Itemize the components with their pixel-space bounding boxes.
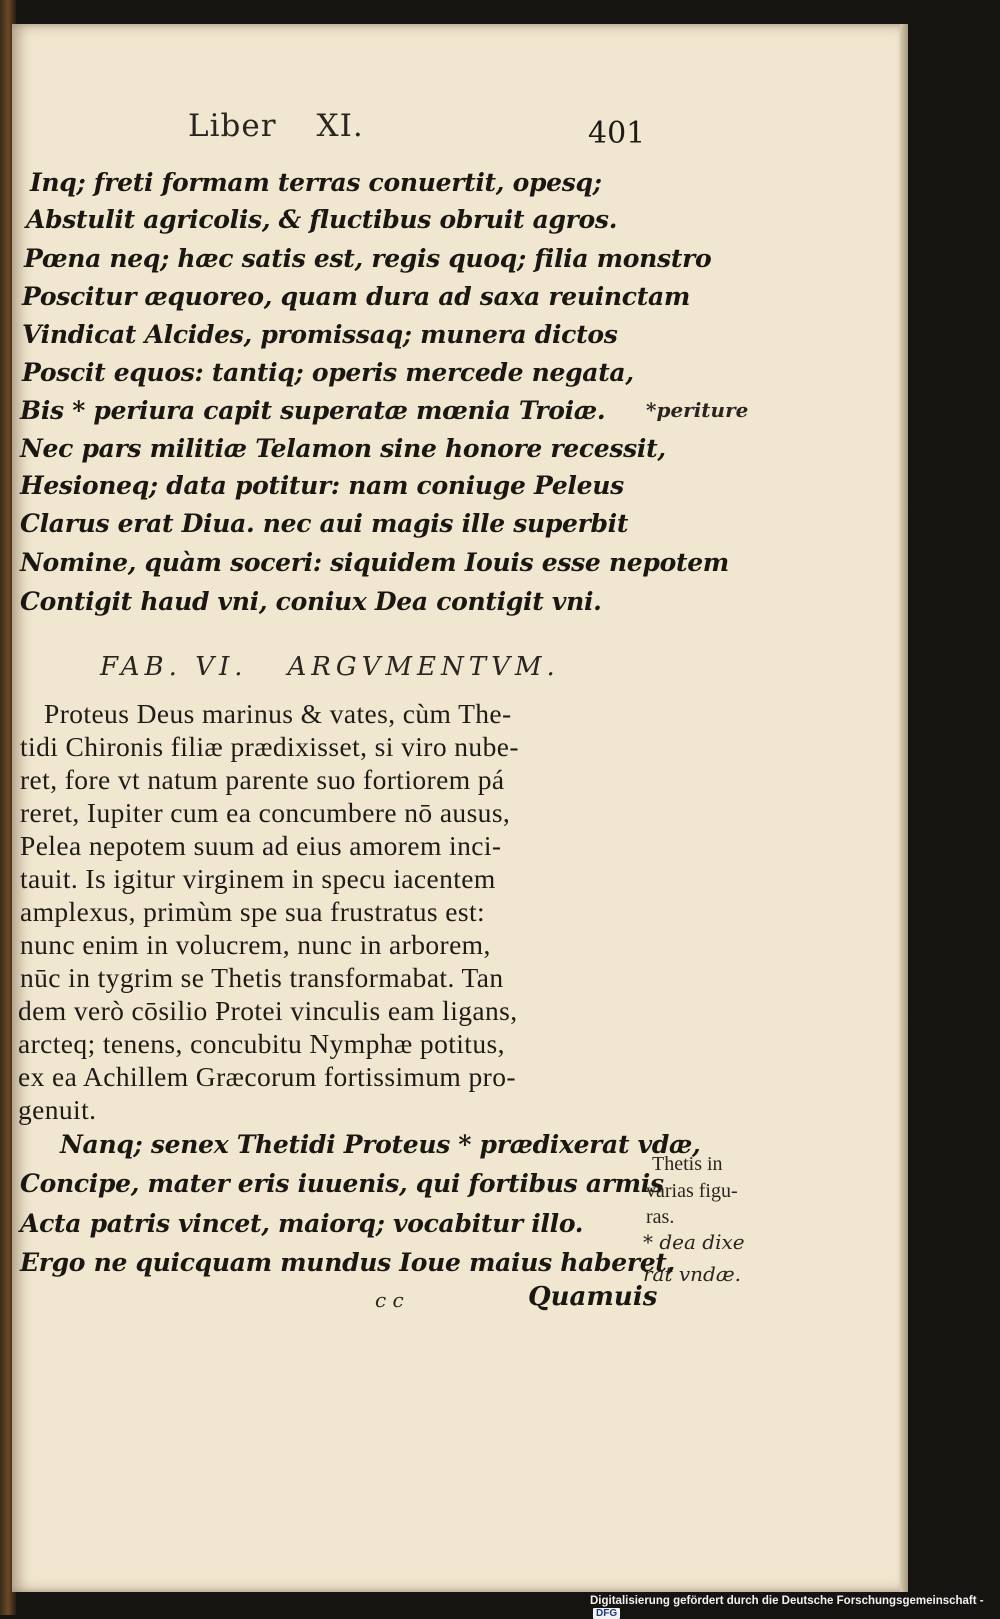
argument-line: tidi Chironis filiæ prædixisset, si viro nube-: [20, 731, 519, 762]
argument-line: amplexus, primùm spe sua frustratus est:: [20, 896, 486, 927]
argument-line: Pelea nepotem suum ad eius amorem inci-: [20, 830, 502, 861]
running-title-liber: Liber: [188, 108, 277, 144]
verse-line: Vindicat Alcides, promissaq; munera dictos: [22, 320, 618, 349]
signature-mark: c c: [375, 1288, 404, 1312]
verse-line: Hesioneq; data potitur: nam coniuge Peleus: [20, 471, 624, 500]
verse-line: Concipe, mater eris iuuenis, qui fortibus armis: [20, 1169, 664, 1198]
argument-line: ret, fore vt natum parente suo fortiorem pá: [20, 764, 505, 795]
verse-line: Poscit equos: tantiq; operis mercede negata,: [22, 358, 634, 387]
verse-line: Abstulit agricolis, & fluctibus obruit agros.: [26, 205, 618, 234]
fable-number: FAB. VI.: [100, 652, 248, 682]
footer-credit: Digitalisierung gefördert durch die Deutsche Forschungsgemeinschaft -: [590, 1595, 984, 1607]
verse-line: Inq; freti formam terras conuertit, opesq;: [30, 168, 602, 197]
catchword: Quamuis: [528, 1282, 658, 1312]
argument-line: tauit. Is igitur virginem in specu iacentem: [20, 863, 496, 894]
argument-line: ex ea Achillem Græcorum fortissimum pro-: [18, 1061, 516, 1092]
running-title-book: XI.: [316, 108, 364, 144]
verse-line: Nec pars militiæ Telamon sine honore recessit,: [20, 434, 666, 463]
argument-line: genuit.: [18, 1094, 97, 1125]
argument-heading: ARGVMENTVM.: [287, 652, 560, 682]
page-edge: [900, 24, 908, 1592]
verse-line: Pœna neq; hæc satis est, regis quoq; filia monstro: [24, 244, 712, 273]
argument-line: dem verò cōsilio Protei vinculis eam ligans,: [18, 995, 518, 1026]
verse-line: Nanq; senex Thetidi Proteus * prædixerat vdæ,: [60, 1130, 701, 1159]
verse-line: Acta patris vincet, maiorq; vocabitur illo.: [20, 1209, 584, 1238]
page-number: 401: [588, 116, 646, 151]
margin-note-thetis: varias figu-: [646, 1180, 738, 1202]
argument-line: nunc enim in volucrem, nunc in arborem,: [20, 929, 491, 960]
argument-line: reret, Iupiter cum ea concumbere nō ausus,: [20, 797, 511, 828]
margin-note-periture: *periture: [646, 398, 749, 422]
fable-rubric: [100, 652, 560, 682]
running-title: [188, 108, 364, 144]
argument-line: arcteq; tenens, concubitu Nymphæ potitus,: [18, 1028, 505, 1059]
margin-note-dea: * dea dixe: [643, 1230, 745, 1254]
margin-note-thetis: ras.: [646, 1206, 675, 1228]
digitization-footer: [590, 1595, 1000, 1619]
margin-note-dea: rat vndæ.: [643, 1262, 742, 1286]
verse-line: Nomine, quàm soceri: siquidem Iouis esse nepotem: [20, 548, 729, 577]
verse-line: Ergo ne quicquam mundus Ioue maius haberet,: [20, 1248, 675, 1277]
verse-line: Poscitur æquoreo, quam dura ad saxa reuinctam: [22, 282, 691, 311]
margin-note-thetis: Thetis in: [652, 1153, 723, 1175]
argument-line: nūc in tygrim se Thetis transformabat. Tan: [20, 962, 504, 993]
argument-line: Proteus Deus marinus & vates, cùm The-: [44, 698, 512, 729]
verse-line: Clarus erat Diua. nec aui magis ille superbit: [20, 509, 629, 538]
dfg-logo: DFG: [593, 1608, 620, 1619]
verse-line: Bis * periura capit superatæ mœnia Troiæ.: [20, 396, 606, 425]
verse-line: Contigit haud vni, coniux Dea contigit vni.: [20, 587, 602, 616]
